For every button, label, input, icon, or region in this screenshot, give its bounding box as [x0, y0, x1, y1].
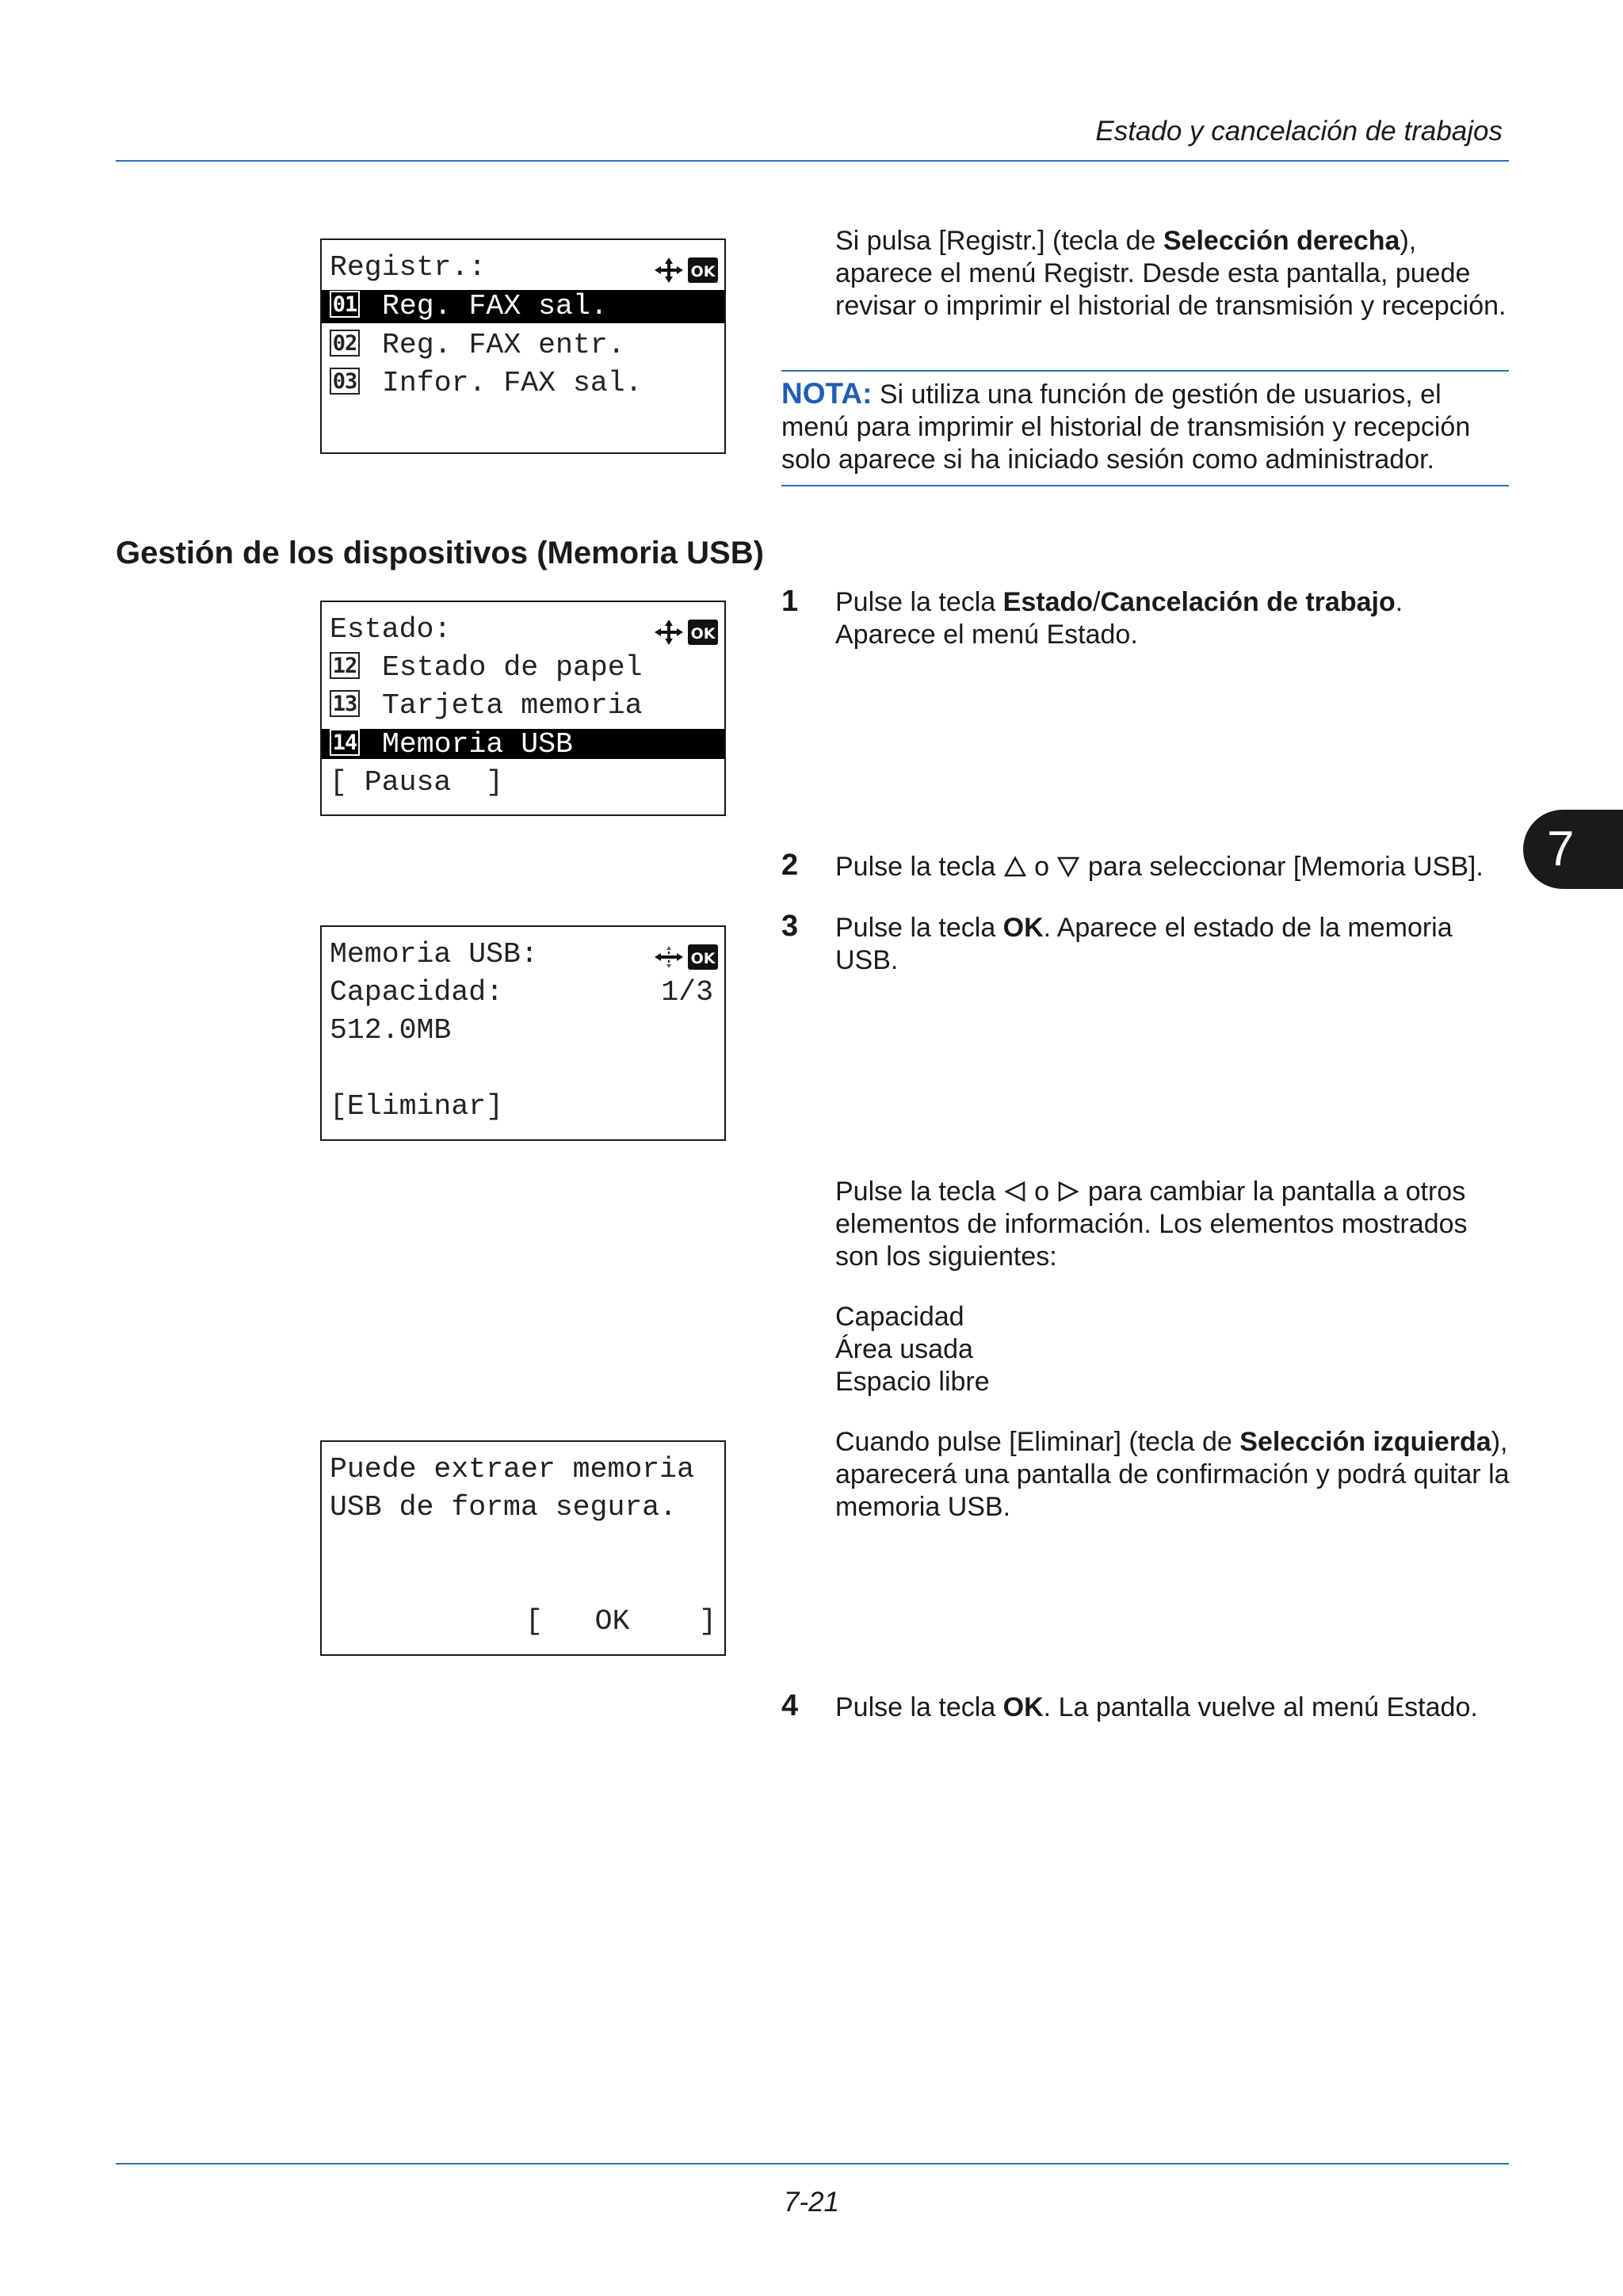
lcd-screen-confirm-remove	[320, 1440, 726, 1656]
svg-text:OK: OK	[690, 263, 716, 280]
chapter-tab	[1523, 810, 1623, 889]
step-2-text: Pulse la tecla o para seleccionar [Memoria USB].	[835, 852, 1484, 882]
lcd-screen-registr	[320, 238, 726, 454]
lcd-message-line-1: Puede extraer memoria	[330, 1453, 694, 1486]
lcd-capacity-label: Capacidad:	[330, 976, 504, 1009]
header-rule	[116, 160, 1509, 162]
lcd-screen-memoria-usb	[320, 925, 726, 1141]
chapter-number: 7	[1547, 822, 1575, 876]
lcd-softkey-eliminar: [Eliminar]	[330, 1090, 504, 1123]
lcd-item-label: Reg. FAX sal.	[382, 290, 608, 322]
lcd-menu-item-memoria-usb	[322, 729, 724, 759]
step-3-paragraph-3: Cuando pulse [Eliminar] (tecla de Selección izquierda), aparecerá una pantalla de confirmación y podrá quitar la memoria USB.	[835, 1427, 1510, 1522]
up-triangle-icon	[1003, 856, 1027, 878]
footer-rule	[116, 2163, 1509, 2164]
step-3-text: Pulse la tecla OK. Aparece el estado de la memoria USB.	[835, 913, 1453, 975]
step-4-text: Pulse la tecla OK. La pantalla vuelve al menú Estado.	[835, 1692, 1478, 1722]
intro-paragraph: Si pulsa [Registr.] (tecla de Selección derecha), aparece el menú Registr. Desde esta pantalla, puede revisar o imprimir el historial de transmisión y recepción.	[835, 226, 1507, 321]
lcd-capacity-value: 512.0MB	[330, 1014, 452, 1047]
step-number: 1	[781, 585, 799, 618]
list-item: Área usada	[835, 1334, 973, 1364]
item-number-badge: 03	[330, 368, 360, 395]
lcd-menu-item-infor-fax-sal	[322, 367, 724, 400]
list-item: Capacidad	[835, 1302, 964, 1332]
page-number: 7-21	[783, 2187, 840, 2218]
four-way-arrow-icon	[651, 616, 720, 648]
svg-text:OK: OK	[690, 950, 716, 967]
lcd-item-label: Memoria USB	[382, 728, 573, 761]
lcd-softkey-pausa: [ Pausa ]	[330, 766, 504, 799]
item-number-badge: 14	[330, 729, 360, 756]
lcd-menu-item-reg-fax-entr	[322, 329, 724, 362]
ok-key-icon	[688, 620, 718, 645]
lcd-menu-item-tarjeta-memoria	[322, 689, 724, 723]
lcd-screen-estado	[320, 601, 726, 816]
note-paragraph: NOTA: Si utiliza una función de gestión de usuarios, el menú para imprimir el historial de transmisión y recepción solo aparece si ha iniciado sesión como administrador.	[781, 377, 1471, 475]
lcd-item-label: Reg. FAX entr.	[382, 329, 625, 361]
lcd-item-label: Tarjeta memoria	[382, 689, 643, 722]
item-number-badge: 13	[330, 690, 360, 717]
lcd-menu-item-reg-fax-sal	[322, 290, 724, 323]
four-way-arrow-icon	[651, 941, 720, 973]
lcd-title: Estado:	[330, 613, 452, 646]
ok-key-icon	[688, 257, 718, 283]
svg-text:OK: OK	[690, 625, 716, 643]
lcd-title: Memoria USB:	[330, 938, 538, 971]
step-number: 3	[781, 910, 799, 943]
down-triangle-icon	[1056, 856, 1080, 878]
ok-key-icon	[688, 944, 718, 970]
item-number-badge: 12	[330, 652, 360, 679]
note-label: NOTA:	[781, 377, 873, 410]
step-1-text: Pulse la tecla Estado/Cancelación de trabajo. Aparece el menú Estado.	[835, 587, 1403, 650]
lcd-message-line-2: USB de forma segura.	[330, 1491, 678, 1524]
list-item: Espacio libre	[835, 1367, 990, 1397]
step-3-paragraph-2: Pulse la tecla o para cambiar la pantalla a otros elementos de información. Los elementos mostrados son los siguientes:	[835, 1177, 1468, 1272]
info-items-list	[835, 1301, 1509, 1398]
note-rule-top	[781, 370, 1509, 372]
lcd-softkey-ok: [ OK ]	[525, 1605, 716, 1638]
step-number: 4	[781, 1689, 799, 1722]
lcd-title: Registr.:	[330, 251, 487, 284]
note-rule-bottom	[781, 485, 1509, 486]
left-triangle-icon	[1003, 1180, 1027, 1203]
running-header: Estado y cancelación de trabajos	[1095, 116, 1503, 147]
section-title: Gestión de los dispositivos (Memoria USB)	[116, 536, 764, 570]
lcd-page-indicator: 1/3	[661, 976, 713, 1009]
step-number: 2	[781, 849, 799, 882]
lcd-item-label: Infor. FAX sal.	[382, 367, 643, 399]
item-number-badge: 01	[330, 291, 360, 318]
item-number-badge: 02	[330, 330, 360, 357]
lcd-item-label: Estado de papel	[382, 651, 643, 684]
right-triangle-icon	[1056, 1180, 1080, 1203]
lcd-menu-item-estado-papel	[322, 651, 724, 685]
four-way-arrow-icon	[651, 254, 720, 286]
